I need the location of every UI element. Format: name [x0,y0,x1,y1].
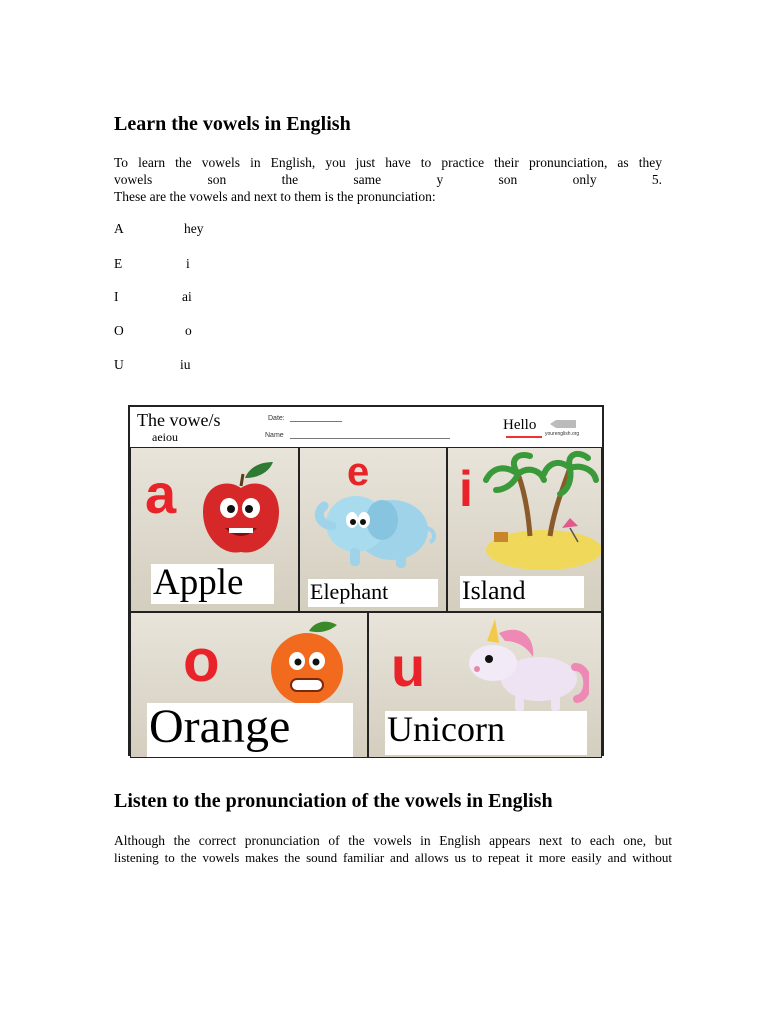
hello-logo: Hello [503,417,537,433]
vowel-letter: U [114,357,124,372]
orange-icon [265,617,353,707]
card-word: Island [460,576,584,608]
logo-site-text: yourenglish.org [545,431,580,437]
card-letter: e [347,450,370,494]
island-icon [474,450,602,578]
card-letter: u [391,635,426,698]
vowel-pronunciation: o [185,323,192,338]
vowel-letter: A [114,221,124,236]
name-line [290,438,450,439]
intro-word: only [572,172,597,187]
card-letter: i [459,461,473,517]
page-title: Learn the vowels in English [114,113,351,135]
intro-line-1-text: To learn the vowels in English, you just have to practice their pronunciation, as they [114,155,662,170]
intro-line-2 [114,171,662,188]
vowel-pronunciation: hey [184,221,204,236]
intro-word: son [207,172,227,187]
intro-line-3: These are the vowels and next to them is the pronunciation: [114,189,436,204]
name-label: Name [265,432,284,439]
date-line [290,421,342,422]
vowel-card-a [130,447,299,612]
card-letter: a [145,462,177,525]
outro-line-1: Although the correct pronunciation of the vowels in English appears next to each one, but [114,833,672,848]
intro-word: same [353,172,382,187]
vowel-pronunciation: ai [182,289,192,304]
outro-paragraph [114,832,672,866]
card-word: Unicorn [385,711,587,755]
intro-word: vowels [114,172,153,187]
vowel-letter: E [114,256,123,271]
apple-icon [197,456,287,560]
intro-word: son [498,172,518,187]
intro-word: 5. [651,172,662,187]
vowel-card-i [447,447,602,612]
unicorn-icon [459,617,589,713]
vowel-card-e [299,447,447,612]
worksheet-title: The vowe/s [137,410,221,430]
intro-paragraph [114,154,662,205]
worksheet-header [130,407,602,449]
card-word: Elephant [308,579,438,607]
intro-line-1 [114,154,662,171]
card-word: Apple [151,564,274,604]
intro-word: y [436,172,444,187]
date-label: Date: [268,415,285,422]
pencil-icon [550,419,578,429]
vowel-letter: O [114,323,124,338]
vowel-letter: I [114,289,119,304]
vowel-pronunciation: iu [180,357,191,372]
logo-underline [506,436,542,438]
worksheet-subtitle: aeiou [152,430,178,444]
section-heading: Listen to the pronunciation of the vowels in English [114,790,553,812]
vowels-worksheet-image [128,405,604,756]
intro-word: the [281,172,299,187]
elephant-icon [310,484,438,576]
vowel-card-u [368,612,602,758]
vowel-pronunciation: i [186,256,190,271]
vowel-card-o [130,612,368,758]
card-letter: o [183,627,220,694]
outro-line-2: listening to the vowels makes the sound familiar and allows us to repeat it more easily and without [114,850,672,865]
card-word: Orange [147,703,353,757]
